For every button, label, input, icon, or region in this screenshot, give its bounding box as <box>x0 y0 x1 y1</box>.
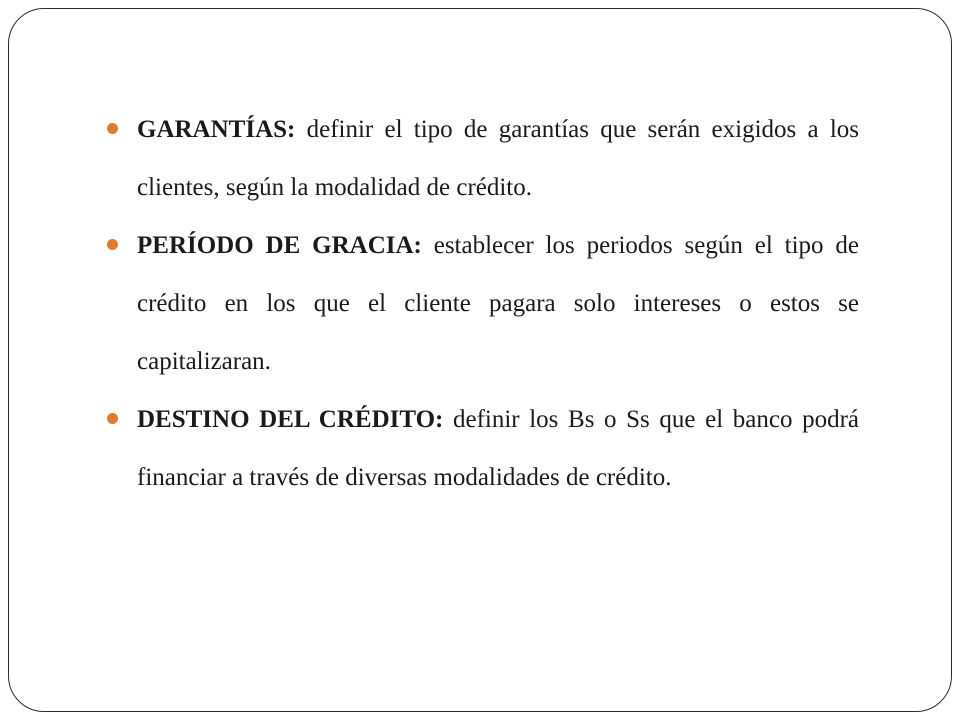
bullet-text: definir los Bs o Ss que el banco podrá financiar a través de diversas modalidades de crédito. <box>137 406 859 491</box>
bullet-item-destino-del-credito <box>107 391 859 507</box>
bullet-list <box>107 101 859 507</box>
bullet-dot-icon <box>107 239 118 250</box>
bullet-dot-icon <box>107 413 118 424</box>
bullet-item-garantias <box>107 101 859 217</box>
bullet-text: definir el tipo de garantías que serán exigidos a los clientes, según la modalidad de crédito. <box>137 116 859 201</box>
bullet-text: establecer los periodos según el tipo de crédito en los que el cliente pagara solo intereses o estos se capitalizaran. <box>137 232 859 375</box>
bullet-item-periodo-de-gracia <box>107 217 859 391</box>
bullet-term: PERÍODO DE GRACIA: <box>137 232 422 259</box>
bullet-term: DESTINO DEL CRÉDITO: <box>137 406 444 433</box>
bullet-dot-icon <box>107 123 118 134</box>
slide-frame <box>8 8 952 712</box>
bullet-term: GARANTÍAS: <box>137 116 296 143</box>
